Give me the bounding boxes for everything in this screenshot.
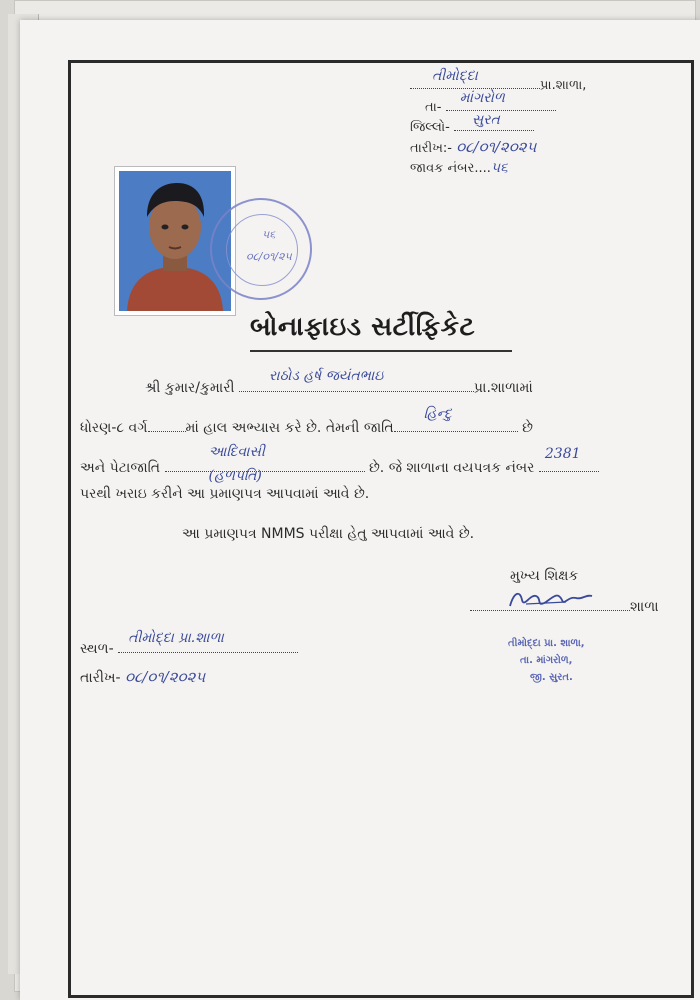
body-line1-suffix: પ્રા.શાળામાં bbox=[473, 380, 533, 396]
footer-place-value: તીમોદ્દા પ્રા.શાળા bbox=[128, 630, 224, 646]
headmaster-title: મુખ્ય શિક્ષક bbox=[510, 568, 579, 584]
body-line-3 bbox=[80, 444, 599, 484]
header-taluka-value: માંગરોળ bbox=[459, 90, 505, 106]
footer-place-label: સ્થળ- bbox=[80, 641, 114, 657]
footer-date-value: ૦૮/૦૧/૨૦૨૫ bbox=[124, 668, 206, 686]
footer-place-line bbox=[80, 630, 298, 657]
seal-date: ૦૮/૦૧/૨૫ bbox=[246, 250, 292, 263]
footer-date-label: તારીખ- bbox=[80, 670, 121, 686]
body-line2-prefix: ધોરણ-૮ વર્ગ bbox=[80, 420, 148, 436]
body-line3-prefix: અને પેટાજાતિ bbox=[80, 460, 161, 476]
header-date-label: તારીખ:- bbox=[410, 141, 452, 156]
body-line-2 bbox=[80, 406, 533, 436]
header-school-suffix: પ્રા.શાળા, bbox=[540, 78, 587, 93]
seal-number: ૫૬ bbox=[262, 228, 276, 241]
subcaste-value: આદિવાસી bbox=[208, 444, 265, 460]
body-line3-mid: છે. જે શાળાના વયપત્રક નંબર bbox=[368, 460, 535, 476]
body-line-4: પરથી ખરાઇ કરીને આ પ્રમાણપત્ર આપવામાં આવે છે. bbox=[80, 486, 370, 502]
header-district-value: સુરત bbox=[471, 112, 500, 128]
header-district-line bbox=[410, 112, 534, 135]
subcaste-note: (હળપતિ) bbox=[208, 468, 262, 484]
body-line-5: આ પ્રમાણપત્ર NMMS પરીક્ષા હેતુ આપવામાં આવે છે. bbox=[182, 526, 475, 542]
body-line2-suffix: છે bbox=[522, 420, 533, 436]
header-taluka-label: તા- bbox=[425, 100, 442, 115]
school-stamp-line3: જી. સુરત. bbox=[530, 672, 573, 683]
header-date-line bbox=[410, 138, 536, 156]
caste-value: હિન્દુ bbox=[423, 406, 452, 422]
header-outward-value: ૫૬ bbox=[490, 160, 508, 176]
school-stamp-line2: તા. માંગરોળ, bbox=[520, 655, 573, 666]
signature-line bbox=[470, 598, 659, 615]
signature-school-suffix: શાળા bbox=[630, 599, 659, 615]
header-outward-line bbox=[410, 160, 508, 176]
title-underline bbox=[250, 350, 512, 352]
header-school-value: તીમોદ્દા bbox=[432, 68, 478, 84]
header-outward-label: જાવક નંબર.... bbox=[410, 161, 491, 176]
footer-date-line bbox=[80, 668, 205, 686]
body-line1-prefix: શ્રી કુમાર/કુમારી bbox=[145, 380, 235, 396]
header-date-value: ૦૮/૦૧/૨૦૨૫ bbox=[456, 138, 537, 156]
register-number: 2381 bbox=[544, 446, 581, 462]
header-district-label: જિલ્લો- bbox=[410, 120, 450, 135]
body-line-1 bbox=[145, 368, 533, 396]
student-name: રાઠોડ હર્ષ જયંતભાઇ bbox=[268, 368, 384, 384]
body-line2-mid: માં હાલ અભ્યાસ કરે છે. તેમની જાતિ bbox=[185, 420, 394, 436]
school-seal bbox=[210, 198, 312, 300]
signature-scribble bbox=[506, 586, 596, 614]
school-stamp-line1: તીમોદ્દા પ્રા. શાળા, bbox=[508, 638, 585, 649]
certificate-title: બોનાફાઇડ સર્ટીફિકેટ bbox=[250, 312, 476, 342]
